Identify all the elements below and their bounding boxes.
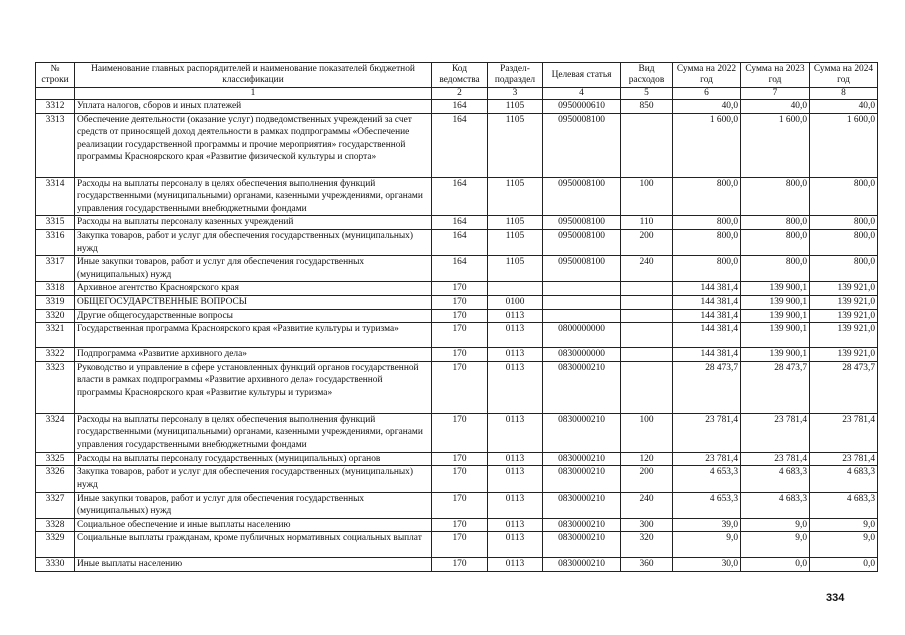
row-sum-2022: 800,0 (673, 256, 741, 282)
row-sum-2022: 800,0 (673, 177, 741, 216)
row-sum-2023: 800,0 (741, 256, 810, 282)
row-sum-2023: 23 781,4 (741, 452, 810, 466)
row-name: Расходы на выплаты персоналу государственных (муниципальных) органов (75, 452, 432, 466)
row-number: 3321 (36, 323, 75, 348)
row-target-article: 0830000210 (543, 532, 621, 558)
row-number: 3329 (36, 532, 75, 558)
row-number: 3330 (36, 558, 75, 572)
row-number: 3312 (36, 100, 75, 114)
row-number: 3318 (36, 282, 75, 296)
row-expense-type (621, 348, 673, 362)
row-sum-2022: 144 381,4 (673, 348, 741, 362)
row-target-article: 0830000210 (543, 466, 621, 492)
row-section: 0113 (488, 452, 543, 466)
row-name: Архивное агентство Красноярского края (75, 282, 432, 296)
row-sum-2023: 800,0 (741, 216, 810, 230)
table-row (36, 492, 878, 518)
column-index-row (36, 88, 878, 100)
row-target-article: 0950000610 (543, 100, 621, 114)
budget-table-sheet (35, 62, 877, 572)
row-expense-type: 240 (621, 256, 673, 282)
row-target-article: 0830000210 (543, 558, 621, 572)
row-sum-2024: 139 921,0 (810, 323, 878, 348)
row-dept-code: 170 (432, 558, 488, 572)
table-body (36, 100, 878, 572)
row-section: 0113 (488, 323, 543, 348)
table-row (36, 323, 878, 348)
row-section: 1105 (488, 256, 543, 282)
column-index: 3 (488, 88, 543, 100)
table-row (36, 100, 878, 114)
row-number: 3326 (36, 466, 75, 492)
row-sum-2023: 139 900,1 (741, 295, 810, 309)
row-name: Закупка товаров, работ и услуг для обеспечения государственных (муниципальных) нужд (75, 229, 432, 255)
row-expense-type: 110 (621, 216, 673, 230)
row-sum-2022: 144 381,4 (673, 309, 741, 323)
table-row (36, 256, 878, 282)
row-sum-2023: 28 473,7 (741, 361, 810, 413)
row-sum-2024: 23 781,4 (810, 452, 878, 466)
row-sum-2023: 40,0 (741, 100, 810, 114)
row-section: 0113 (488, 361, 543, 413)
row-dept-code: 164 (432, 113, 488, 177)
row-target-article (543, 282, 621, 296)
row-target-article: 0950008100 (543, 256, 621, 282)
row-section: 0113 (488, 558, 543, 572)
row-sum-2022: 1 600,0 (673, 113, 741, 177)
header-exp-type: Вид расходов (621, 63, 673, 88)
table-row (36, 558, 878, 572)
table-row (36, 348, 878, 362)
row-sum-2022: 23 781,4 (673, 413, 741, 452)
row-sum-2024: 4 683,3 (810, 492, 878, 518)
row-sum-2023: 9,0 (741, 518, 810, 532)
row-name: Обеспечение деятельности (оказание услуг) подведомственных учреждений за счет средств от приносящей доход деятельности в рамках подпрограммы «Обеспечение реализации государственной программы и прочие мероприятия» государственной программы Красноярского края «Развитие физической культуры и спорта» (75, 113, 432, 177)
row-section: 1105 (488, 100, 543, 114)
header-2024: Сумма на 2024 год (810, 63, 878, 88)
row-expense-type: 300 (621, 518, 673, 532)
row-target-article: 0950008100 (543, 113, 621, 177)
row-expense-type: 200 (621, 229, 673, 255)
row-sum-2022: 4 653,3 (673, 466, 741, 492)
row-sum-2024: 9,0 (810, 518, 878, 532)
column-index: 7 (741, 88, 810, 100)
row-sum-2024: 800,0 (810, 229, 878, 255)
row-dept-code: 170 (432, 295, 488, 309)
column-index: 4 (543, 88, 621, 100)
row-expense-type: 240 (621, 492, 673, 518)
row-dept-code: 170 (432, 309, 488, 323)
row-sum-2022: 800,0 (673, 229, 741, 255)
row-number: 3315 (36, 216, 75, 230)
column-index: 2 (432, 88, 488, 100)
row-number: 3327 (36, 492, 75, 518)
row-section: 1105 (488, 216, 543, 230)
header-row (36, 63, 878, 88)
row-number: 3324 (36, 413, 75, 452)
row-expense-type (621, 113, 673, 177)
row-number: 3313 (36, 113, 75, 177)
header-section: Раздел-подраздел (488, 63, 543, 88)
row-dept-code: 170 (432, 413, 488, 452)
row-sum-2022: 144 381,4 (673, 323, 741, 348)
header-2023: Сумма на 2023 год (741, 63, 810, 88)
row-section: 0113 (488, 532, 543, 558)
table-row (36, 466, 878, 492)
row-dept-code: 164 (432, 100, 488, 114)
row-section: 0113 (488, 518, 543, 532)
table-row (36, 177, 878, 216)
row-number: 3314 (36, 177, 75, 216)
row-name: Закупка товаров, работ и услуг для обеспечения государственных (муниципальных) нужд (75, 466, 432, 492)
row-sum-2023: 4 683,3 (741, 466, 810, 492)
row-section: 0113 (488, 413, 543, 452)
row-name: Иные выплаты населению (75, 558, 432, 572)
row-expense-type: 360 (621, 558, 673, 572)
column-index (36, 88, 75, 100)
table-row (36, 532, 878, 558)
table-row (36, 282, 878, 296)
budget-table (35, 62, 878, 572)
row-sum-2023: 1 600,0 (741, 113, 810, 177)
row-sum-2024: 139 921,0 (810, 348, 878, 362)
row-name: Подпрограмма «Развитие архивного дела» (75, 348, 432, 362)
row-target-article: 0950008100 (543, 229, 621, 255)
row-name: Уплата налогов, сборов и иных платежей (75, 100, 432, 114)
row-target-article: 0830000210 (543, 492, 621, 518)
row-sum-2024: 40,0 (810, 100, 878, 114)
row-target-article: 0950008100 (543, 177, 621, 216)
row-dept-code: 170 (432, 361, 488, 413)
row-number: 3323 (36, 361, 75, 413)
row-expense-type (621, 323, 673, 348)
row-section: 0113 (488, 309, 543, 323)
row-expense-type (621, 282, 673, 296)
row-expense-type: 200 (621, 466, 673, 492)
row-dept-code: 170 (432, 532, 488, 558)
row-name: Социальное обеспечение и иные выплаты населению (75, 518, 432, 532)
table-row (36, 216, 878, 230)
row-name: Государственная программа Красноярского края «Развитие культуры и туризма» (75, 323, 432, 348)
row-sum-2022: 39,0 (673, 518, 741, 532)
row-sum-2023: 139 900,1 (741, 323, 810, 348)
row-name: Расходы на выплаты персоналу казенных учреждений (75, 216, 432, 230)
row-target-article: 0830000210 (543, 518, 621, 532)
table-row (36, 295, 878, 309)
row-dept-code: 170 (432, 518, 488, 532)
table-row (36, 452, 878, 466)
table-row (36, 113, 878, 177)
page-number: 334 (826, 592, 845, 604)
row-dept-code: 164 (432, 216, 488, 230)
row-sum-2024: 139 921,0 (810, 295, 878, 309)
row-sum-2024: 23 781,4 (810, 413, 878, 452)
header-name: Наименование главных распорядителей и наименование показателей бюджетной классификации (75, 63, 432, 88)
header-num: № строки (36, 63, 75, 88)
table-row (36, 413, 878, 452)
row-expense-type: 850 (621, 100, 673, 114)
column-index: 1 (75, 88, 432, 100)
row-number: 3322 (36, 348, 75, 362)
row-sum-2023: 9,0 (741, 532, 810, 558)
column-index: 8 (810, 88, 878, 100)
row-sum-2024: 1 600,0 (810, 113, 878, 177)
row-expense-type: 320 (621, 532, 673, 558)
row-sum-2024: 800,0 (810, 216, 878, 230)
table-row (36, 229, 878, 255)
row-number: 3328 (36, 518, 75, 532)
row-dept-code: 170 (432, 282, 488, 296)
row-dept-code: 164 (432, 229, 488, 255)
row-sum-2022: 800,0 (673, 216, 741, 230)
row-expense-type (621, 361, 673, 413)
row-sum-2023: 139 900,1 (741, 282, 810, 296)
row-sum-2022: 9,0 (673, 532, 741, 558)
row-sum-2024: 139 921,0 (810, 309, 878, 323)
row-sum-2023: 4 683,3 (741, 492, 810, 518)
row-expense-type: 120 (621, 452, 673, 466)
row-section: 1105 (488, 113, 543, 177)
row-sum-2022: 23 781,4 (673, 452, 741, 466)
header-target: Целевая статья (543, 63, 621, 88)
row-name: Расходы на выплаты персоналу в целях обеспечения выполнения функций государственными (муниципальными) органами, казенными учреждениями, органами управления государственными внебюджетными фондами (75, 413, 432, 452)
row-sum-2023: 800,0 (741, 229, 810, 255)
row-sum-2022: 144 381,4 (673, 282, 741, 296)
row-number: 3317 (36, 256, 75, 282)
table-row (36, 309, 878, 323)
row-section: 0100 (488, 295, 543, 309)
row-section: 1105 (488, 229, 543, 255)
row-number: 3320 (36, 309, 75, 323)
row-dept-code: 170 (432, 348, 488, 362)
row-dept-code: 170 (432, 452, 488, 466)
row-expense-type (621, 309, 673, 323)
row-sum-2024: 28 473,7 (810, 361, 878, 413)
row-number: 3325 (36, 452, 75, 466)
row-dept-code: 170 (432, 492, 488, 518)
row-expense-type: 100 (621, 177, 673, 216)
row-name: Расходы на выплаты персоналу в целях обеспечения выполнения функций государственными (муниципальными) органами, казенными учреждениями, органами управления государственными внебюджетными фондами (75, 177, 432, 216)
header-2022: Сумма на 2022 год (673, 63, 741, 88)
table-row (36, 361, 878, 413)
row-sum-2023: 0,0 (741, 558, 810, 572)
row-sum-2024: 0,0 (810, 558, 878, 572)
row-number: 3319 (36, 295, 75, 309)
row-sum-2024: 4 683,3 (810, 466, 878, 492)
row-target-article: 0830000210 (543, 452, 621, 466)
row-sum-2022: 40,0 (673, 100, 741, 114)
row-sum-2023: 800,0 (741, 177, 810, 216)
row-sum-2024: 800,0 (810, 177, 878, 216)
row-sum-2024: 800,0 (810, 256, 878, 282)
row-target-article (543, 309, 621, 323)
row-sum-2022: 144 381,4 (673, 295, 741, 309)
row-target-article: 0830000210 (543, 361, 621, 413)
row-sum-2024: 9,0 (810, 532, 878, 558)
row-sum-2023: 139 900,1 (741, 348, 810, 362)
row-target-article (543, 295, 621, 309)
row-expense-type (621, 295, 673, 309)
row-section: 0113 (488, 492, 543, 518)
table-row (36, 518, 878, 532)
row-sum-2024: 139 921,0 (810, 282, 878, 296)
row-expense-type: 100 (621, 413, 673, 452)
row-name: Руководство и управление в сфере установленных функций органов государственной власти в рамках подпрограммы «Развитие архивного дела» государственной программы Красноярского края «Развитие культуры и туризма» (75, 361, 432, 413)
row-section: 1105 (488, 177, 543, 216)
row-sum-2022: 30,0 (673, 558, 741, 572)
row-target-article: 0800000000 (543, 323, 621, 348)
column-index: 6 (673, 88, 741, 100)
row-name: Иные закупки товаров, работ и услуг для обеспечения государственных (муниципальных) нужд (75, 256, 432, 282)
column-index: 5 (621, 88, 673, 100)
row-name: ОБЩЕГОСУДАРСТВЕННЫЕ ВОПРОСЫ (75, 295, 432, 309)
row-dept-code: 170 (432, 466, 488, 492)
row-section: 0113 (488, 466, 543, 492)
row-target-article: 0830000210 (543, 413, 621, 452)
row-sum-2023: 23 781,4 (741, 413, 810, 452)
row-name: Иные закупки товаров, работ и услуг для обеспечения государственных (муниципальных) нужд (75, 492, 432, 518)
row-section: 0113 (488, 348, 543, 362)
row-dept-code: 164 (432, 177, 488, 216)
row-sum-2022: 4 653,3 (673, 492, 741, 518)
row-target-article: 0950008100 (543, 216, 621, 230)
row-sum-2022: 28 473,7 (673, 361, 741, 413)
row-target-article: 0830000000 (543, 348, 621, 362)
header-dept: Код ведомства (432, 63, 488, 88)
row-name: Социальные выплаты гражданам, кроме публичных нормативных социальных выплат (75, 532, 432, 558)
row-dept-code: 170 (432, 323, 488, 348)
row-dept-code: 164 (432, 256, 488, 282)
row-section (488, 282, 543, 296)
row-name: Другие общегосударственные вопросы (75, 309, 432, 323)
row-sum-2023: 139 900,1 (741, 309, 810, 323)
row-number: 3316 (36, 229, 75, 255)
